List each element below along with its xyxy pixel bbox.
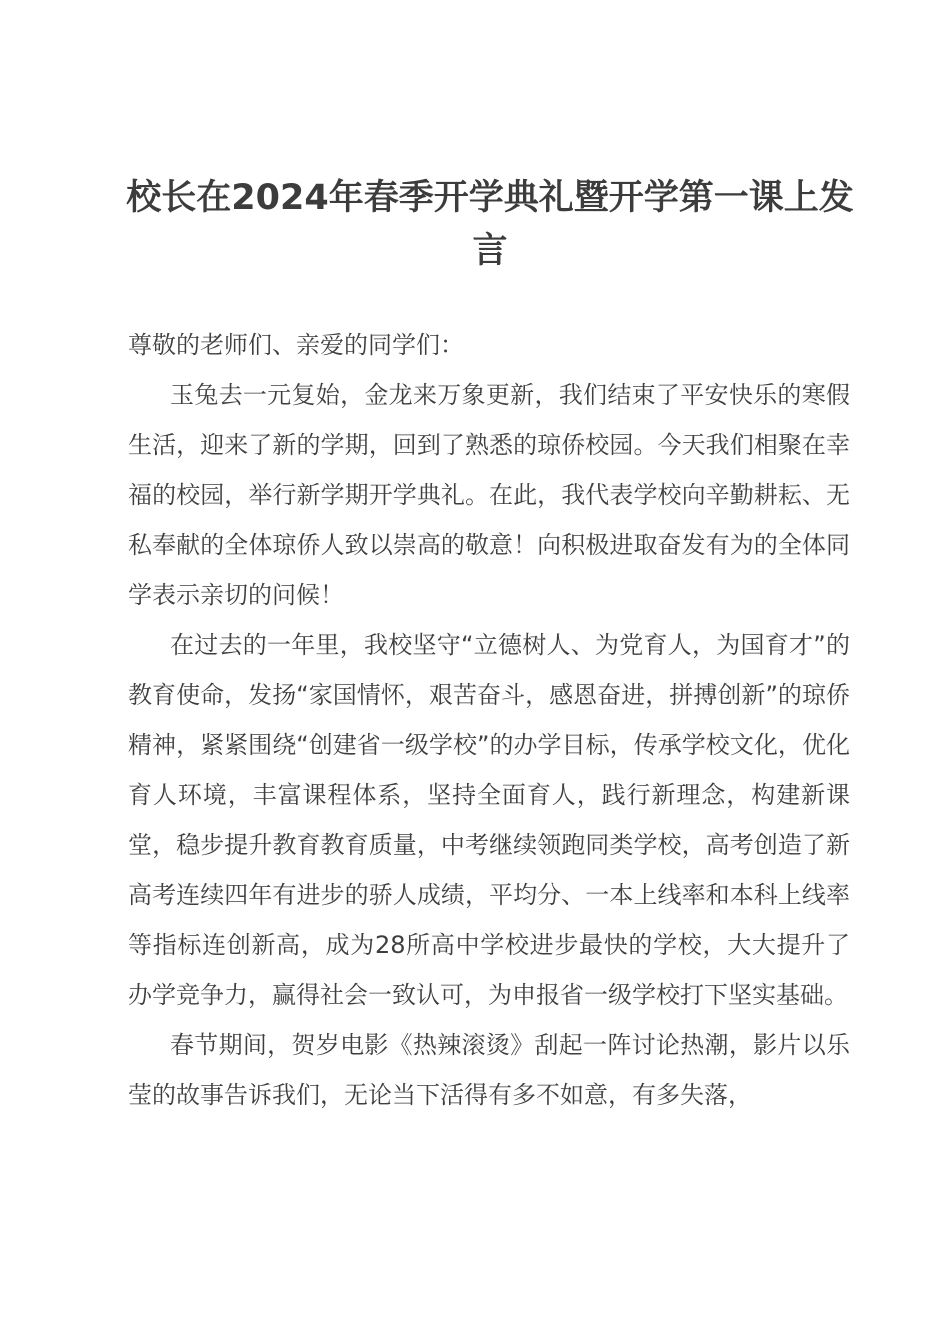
document-body <box>128 320 850 1120</box>
salutation: 尊敬的老师们、亲爱的同学们： <box>128 331 464 359</box>
paragraph-1: 玉兔去一元复始，金龙来万象更新，我们结束了平安快乐的寒假生活，迎来了新的学期，回到了熟悉的琼侨校园。今天我们相聚在幸福的校园，举行新学期开学典礼。在此，我代表学校向辛勤耕耘、无私奉献的全体琼侨人致以崇高的敬意！向积极进取奋发有为的全体同学表示亲切的问候！ <box>128 381 850 609</box>
paragraph-3: 春节期间，贺岁电影《热辣滚烫》刮起一阵讨论热潮，影片以乐莹的故事告诉我们，无论当下活得有多不如意，有多失落， <box>128 1031 850 1109</box>
document-title: 校长在2024年春季开学典礼暨开学第一课上发言 <box>126 178 854 271</box>
paragraph-2: 在过去的一年里，我校坚守“立德树人、为党育人，为国育才”的教育使命，发扬“家国情怀，艰苦奋斗，感恩奋进，拼搏创新”的琼侨精神，紧紧围绕“创建省一级学校”的办学目标，传承学校文化，优化育人环境，丰富课程体系，坚持全面育人，践行新理念，构建新课堂，稳步提升教育教育质量，中考继续领跑同类学校，高考创造了新高考连续四年有进步的骄人成绩，平均分、一本上线率和本科上线率等指标连创新高，成为28所高中学校进步最快的学校，大大提升了办学竞争力，赢得社会一致认可，为申报省一级学校打下坚实基础。 <box>128 631 850 1009</box>
